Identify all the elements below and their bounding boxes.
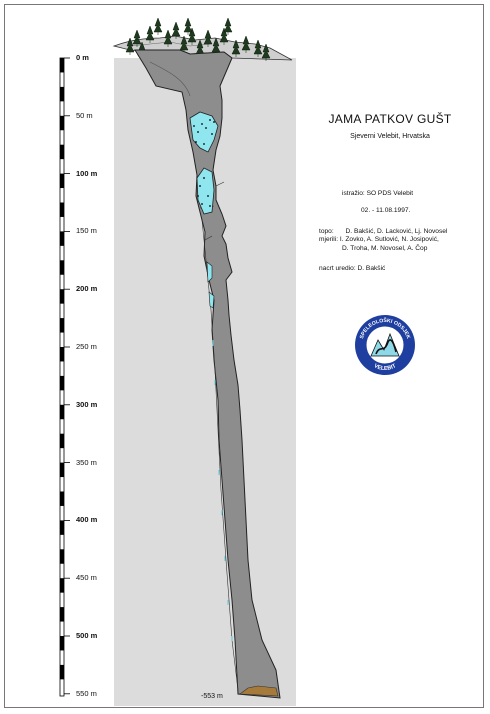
scale-tick-label: 450 m <box>76 573 97 583</box>
exploration-date: 02. - 11.08.1997. <box>361 207 411 214</box>
club-logo <box>354 314 416 376</box>
exploration-club: SO PDS Velebit <box>366 190 414 197</box>
ice-dot <box>213 121 215 123</box>
measured-names-1: I. Zovko, A. Sutlović, N. Josipović, <box>339 236 439 244</box>
scale-block <box>60 203 64 217</box>
ice-dot <box>201 123 203 125</box>
scale-block <box>60 318 64 332</box>
scale-block <box>60 463 64 477</box>
scale-block <box>60 376 64 390</box>
scale-tick-label: 400 m <box>76 515 98 525</box>
measured-label: mjerili: <box>319 236 339 244</box>
topo-names: D. Bakšić, D. Lacković, Lj. Novosel <box>345 228 448 235</box>
ice-dot <box>203 177 205 179</box>
scale-tick-label: 300 m <box>76 399 98 409</box>
scale-block <box>60 434 64 448</box>
scale-block <box>60 231 64 245</box>
ice-dot <box>209 205 211 207</box>
scale-block <box>60 58 64 72</box>
ice-dot <box>199 185 201 187</box>
depth-scale-bar <box>60 58 70 696</box>
scale-tick-label: 150 m <box>76 226 97 236</box>
survey-block <box>319 228 447 253</box>
logo-text-bottom: VELEBIT <box>372 363 398 373</box>
scale-block <box>60 145 64 159</box>
topo-line <box>319 228 447 236</box>
scale-block <box>60 116 64 130</box>
drawn-by-name: D. Bakšić <box>357 265 386 272</box>
scale-block <box>60 520 64 534</box>
ice-dot <box>203 143 205 145</box>
drawn-by-line <box>319 265 385 273</box>
scale-tick-label: 250 m <box>76 342 97 351</box>
scale-tick-label: 200 m <box>76 284 98 294</box>
scale-block <box>60 87 64 101</box>
scale-tick-label: 500 m <box>76 631 98 640</box>
scale-block <box>60 347 64 361</box>
ice-dot <box>205 127 207 129</box>
scale-block <box>60 492 64 506</box>
exploration-label: istražio: <box>342 190 365 197</box>
scale-block <box>60 636 64 650</box>
logo-text-top: SPELEOLOŠKI ODSJEK <box>358 317 412 340</box>
cave-location: Sjeverni Velebit, Hrvatska <box>350 133 430 140</box>
measured-line <box>319 236 447 244</box>
ice-dot <box>193 125 195 127</box>
scale-block <box>60 665 64 679</box>
scale-tick-label: 100 m <box>76 168 98 178</box>
ice-dot <box>197 131 199 133</box>
ice-dot <box>209 119 211 121</box>
scale-block <box>60 260 64 274</box>
scale-block <box>60 549 64 563</box>
scale-block <box>60 578 64 592</box>
scale-block <box>60 174 64 188</box>
scale-tick-label: 550 m <box>76 688 97 698</box>
drawn-by-label: nacrt uredio: <box>319 265 356 272</box>
scale-tick-label: 0 m <box>76 53 89 62</box>
max-depth-label: -553 m <box>201 693 223 700</box>
exploration-line <box>342 190 413 198</box>
cave-title: JAMA PATKOV GUŠT <box>328 112 452 126</box>
ice-dot <box>195 141 197 143</box>
ice-dot <box>197 195 199 197</box>
scale-tick-label: 50 m <box>76 110 93 120</box>
scale-block <box>60 289 64 303</box>
ice-dot <box>207 195 209 197</box>
ice-dot <box>211 133 213 135</box>
topo-label: topo: <box>319 228 334 235</box>
ice-dot <box>201 203 203 205</box>
measured-names-2: D. Troha, M. Novosel, A. Čop <box>342 244 428 252</box>
scale-block <box>60 405 64 419</box>
scale-block <box>60 607 64 621</box>
tree-icon <box>154 18 162 35</box>
scale-tick-label: 350 m <box>76 457 97 467</box>
